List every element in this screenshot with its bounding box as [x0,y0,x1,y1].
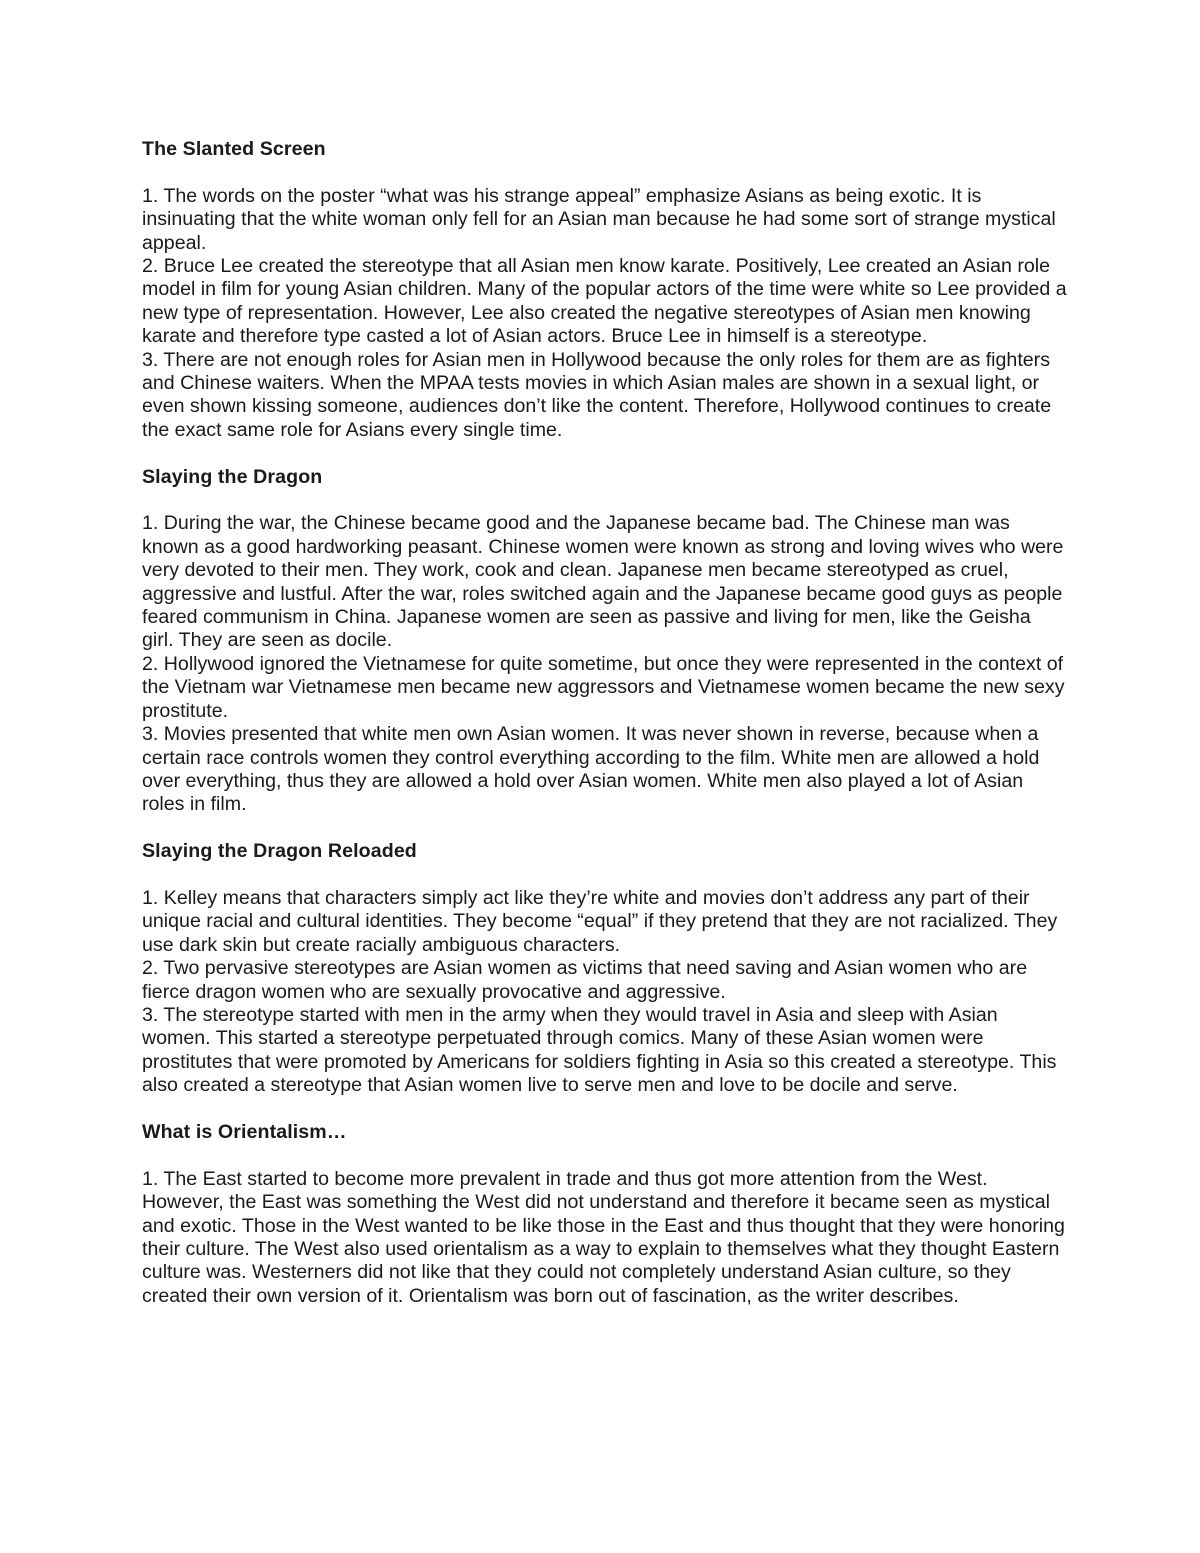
section-heading: What is Orientalism… [142,1120,347,1143]
answer-paragraph: 3. There are not enough roles for Asian men in Hollywood because the only roles for them are as fighters and Chinese waiters. When the MPAA tests movies in which Asian males are shown in a sexual light, or even shown kissing someone, audiences don’t like the content. Therefore, Hollywood continues to create the exact same role for Asians every single time. [142,348,1052,441]
section-heading: Slaying the Dragon [142,465,323,488]
answer-paragraph: 1. During the war, the Chinese became good and the Japanese became bad. The Chinese man was known as a good hardworking peasant. Chinese women were known as strong and loving wives who were very devoted to their men. They work, cook and clean. Japanese men became stereotyped as cruel, aggressive and lustful. After the war, roles switched again and the Japanese became good guys as people feared communism in China. Japanese women are seen as passive and living for men, like the Geisha girl. They are seen as docile. [142,512,1064,652]
answer-paragraph: 3. The stereotype started with men in the army when they would travel in Asia and sleep with Asian women. This started a stereotype perpetuated through comics. Many of these Asian women were prostitutes that were promoted by Americans for soldiers fighting in Asia so this created a stereotype. This also created a stereotype that Asian women live to serve men and love to be docile and serve. [142,1003,1057,1097]
answer-paragraph: 1. The words on the poster “what was his strange appeal” emphasize Asians as being exotic. It is insinuating that the white woman only fell for an Asian man because he had some sort of strange mystical appeal. [142,184,1056,254]
answer-paragraph: 2. Bruce Lee created the stereotype that all Asian men know karate. Positively, Lee created an Asian role model in film for young Asian children. Many of the popular actors of the time were white so Lee provided a new type of representation. However, Lee also created the negative stereotypes of Asian men knowing karate and therefore type casted a lot of Asian actors. Bruce Lee in himself is a stereotype. [142,255,1067,348]
answer-paragraph: 3. Movies presented that white men own Asian women. It was never shown in reverse, because when a certain race controls women they control everything according to the film. White men are allowed a hold over everything, thus they are allowed a hold over Asian women. White men also played a lot of Asian roles in film. [142,723,1040,816]
document-page [142,138,1067,1308]
section-slanted-screen [142,138,1067,442]
answer-paragraph: 1. The East started to become more prevalent in trade and thus got more attention from the West. However, the East was something the West did not understand and therefore it became seen as mystical and exotic. Those in the West wanted to be like those in the East and thus thought that they were honoring their culture. The West also used orientalism as a way to explain to themselves what they thought Eastern culture was. Westerners did not like that they could not completely understand Asian culture, so they created their own version of it. Orientalism was born out of fascination, as the writer describes. [142,1167,1065,1307]
answer-paragraph: 1. Kelley means that characters simply act like they’re white and movies don’t address any part of their unique racial and cultural identities. They become “equal” if they pretend that they are not racialized. They use dark skin but create racially ambiguous characters. [142,886,1058,956]
section-heading: The Slanted Screen [142,138,326,160]
answer-paragraph: 2. Two pervasive stereotypes are Asian women as victims that need saving and Asian women who are fierce dragon women who are sexually provocative and aggressive. [142,957,1028,1003]
section-slaying-the-dragon [142,466,1067,817]
section-heading: Slaying the Dragon Reloaded [142,840,417,863]
section-what-is-orientalism [142,1121,1067,1308]
section-slaying-the-dragon-reloaded [142,840,1067,1097]
answer-paragraph: 2. Hollywood ignored the Vietnamese for quite sometime, but once they were represented in the context of the Vietnam war Vietnamese men became new aggressors and Vietnamese women became the new sexy prostitute. [142,652,1065,722]
